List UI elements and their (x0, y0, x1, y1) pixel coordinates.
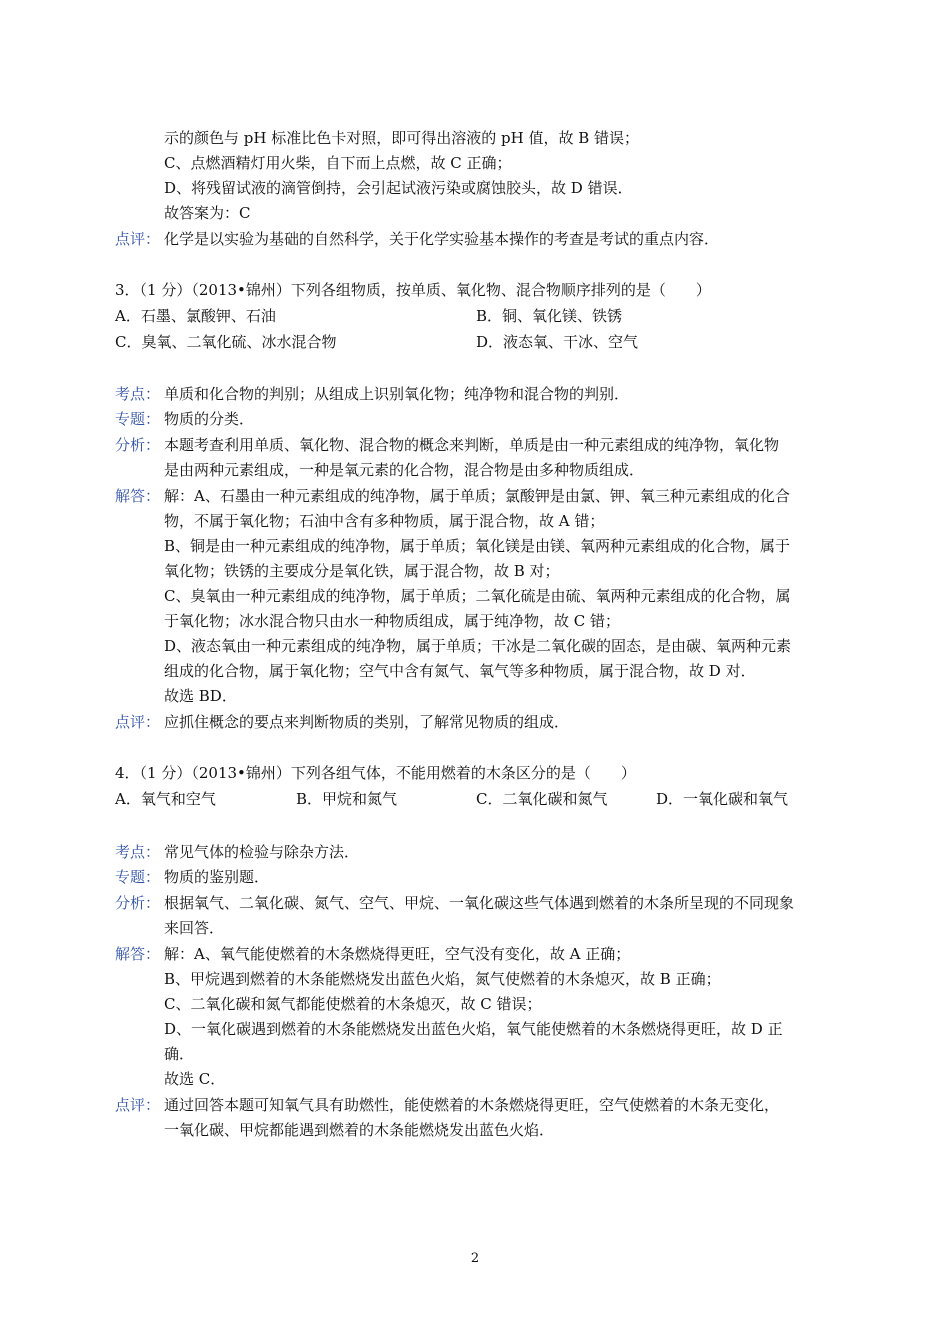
q2-comment: 化学是以实验为基础的自然科学，关于化学实验基本操作的考查是考试的重点内容． (164, 230, 720, 248)
q2-answer-line: 故答案为：C (164, 204, 251, 222)
q3-subject: 物质的分类． (164, 410, 255, 428)
q3-solution-line: 氧化物；铁锈的主要成分是氧化铁，属于混合物，故 B 对； (164, 562, 560, 580)
q2-answer-line: 示的颜色与 pH 标准比色卡对照，即可得出溶液的 pH 值，故 B 错误； (164, 129, 640, 147)
q4-stem: 4．（1 分）（2013•锦州）下列各组气体，不能用燃着的木条区分的是（ ） (115, 764, 636, 782)
jieda-label: 解答： (115, 945, 161, 963)
q3-option-a: A．石墨、氯酸钾、石油 (115, 307, 276, 325)
q3-option-d: D．液态氧、干冰、空气 (476, 333, 639, 351)
q3-analysis-line: 本题考查利用单质、氧化物、混合物的概念来判断，单质是由一种元素组成的纯净物，氧化物 (164, 436, 780, 454)
q3-solution-line: 物，不属于氧化物；石油中含有多种物质，属于混合物，故 A 错； (164, 512, 605, 530)
q4-solution-line: B、甲烷遇到燃着的木条能燃烧发出蓝色火焰，氮气使燃着的木条熄灭，故 B 正确； (164, 970, 721, 988)
q3-analysis-line: 是由两种元素组成，一种是氧元素的化合物，混合物是由多种物质组成． (164, 461, 645, 479)
q4-solution-line: 解：A、氧气能使燃着的木条燃烧得更旺，空气没有变化，故 A 正确； (164, 945, 631, 963)
q2-answer-line: D、将残留试液的滴管倒持，会引起试液污染或腐蚀胶头，故 D 错误． (164, 179, 633, 197)
q3-solution-line: 解：A、石墨由一种元素组成的纯净物，属于单质；氯酸钾是由氯、钾、氧三种元素组成的化合 (164, 487, 790, 505)
q3-solution-line: C、臭氧由一种元素组成的纯净物，属于单质；二氧化硫是由硫、氧两种元素组成的化合物，属 (164, 587, 791, 605)
fenxi-label: 分析： (115, 436, 161, 454)
kaodian-label: 考点： (115, 385, 161, 403)
q3-solution-line: 于氧化物；冰水混合物只由水一种物质组成，属于纯净物，故 C 错； (164, 612, 621, 630)
q3-solution-line: 故选 BD． (164, 687, 237, 705)
zhuanti-label: 专题： (115, 410, 161, 428)
q4-solution-line: D、一氧化碳遇到燃着的木条能燃烧发出蓝色火焰，氧气能使燃着的木条燃烧得更旺，故 D 正 (164, 1020, 783, 1038)
q4-option-a: A．氧气和空气 (115, 790, 216, 808)
q3-solution-line: 组成的化合物，属于氧化物；空气中含有氮气、氧气等多种物质，属于混合物，故 D 对． (164, 662, 756, 680)
q4-option-c: C．二氧化碳和氮气 (476, 790, 608, 808)
page-number: 2 (470, 1251, 480, 1266)
q4-option-d: D．一氧化碳和氧气 (656, 790, 789, 808)
zhuanti-label: 专题： (115, 868, 161, 886)
fenxi-label: 分析： (115, 894, 161, 912)
q4-comment-line: 通过回答本题可知氧气具有助燃性，能使燃着的木条燃烧得更旺，空气使燃着的木条无变化， (164, 1096, 780, 1114)
q4-comment-line: 一氧化碳、甲烷都能遇到燃着的木条能燃烧发出蓝色火焰． (164, 1121, 555, 1139)
kaodian-label: 考点： (115, 843, 161, 861)
q4-solution-line: C、二氧化碳和氮气都能使燃着的木条熄灭，故 C 错误； (164, 995, 542, 1013)
q4-subject: 物质的鉴别题． (164, 868, 270, 886)
q4-solution-line: 确． (164, 1045, 195, 1063)
q4-topic: 常见气体的检验与除杂方法． (164, 843, 360, 861)
q4-analysis-line: 根据氧气、二氧化碳、氮气、空气、甲烷、一氧化碳这些气体遇到燃着的木条所呈现的不同现象 (164, 894, 795, 912)
dianping-label: 点评： (115, 230, 161, 248)
q2-answer-line: C、点燃酒精灯用火柴，自下而上点燃，故 C 正确； (164, 154, 512, 172)
q3-option-b: B．铜、氧化镁、铁锈 (476, 307, 623, 325)
q4-option-b: B．甲烷和氮气 (296, 790, 398, 808)
q3-stem: 3．（1 分）（2013•锦州）下列各组物质，按单质、氧化物、混合物顺序排列的是（ ） (115, 281, 711, 299)
q3-option-c: C．臭氧、二氧化硫、冰水混合物 (115, 333, 337, 351)
q3-topic: 单质和化合物的判别；从组成上识别氧化物；纯净物和混合物的判别． (164, 385, 630, 403)
q4-solution-line: 故选 C． (164, 1070, 226, 1088)
q3-solution-line: B、铜是由一种元素组成的纯净物，属于单质；氧化镁是由镁、氧两种元素组成的化合物，属于 (164, 537, 791, 555)
dianping-label: 点评： (115, 713, 161, 731)
q3-solution-line: D、液态氧由一种元素组成的纯净物，属于单质；干冰是二氧化碳的固态，是由碳、氧两种元素 (164, 637, 792, 655)
q4-analysis-line: 来回答． (164, 919, 225, 937)
dianping-label: 点评： (115, 1096, 161, 1114)
q3-comment: 应抓住概念的要点来判断物质的类别，了解常见物质的组成． (164, 713, 570, 731)
jieda-label: 解答： (115, 487, 161, 505)
